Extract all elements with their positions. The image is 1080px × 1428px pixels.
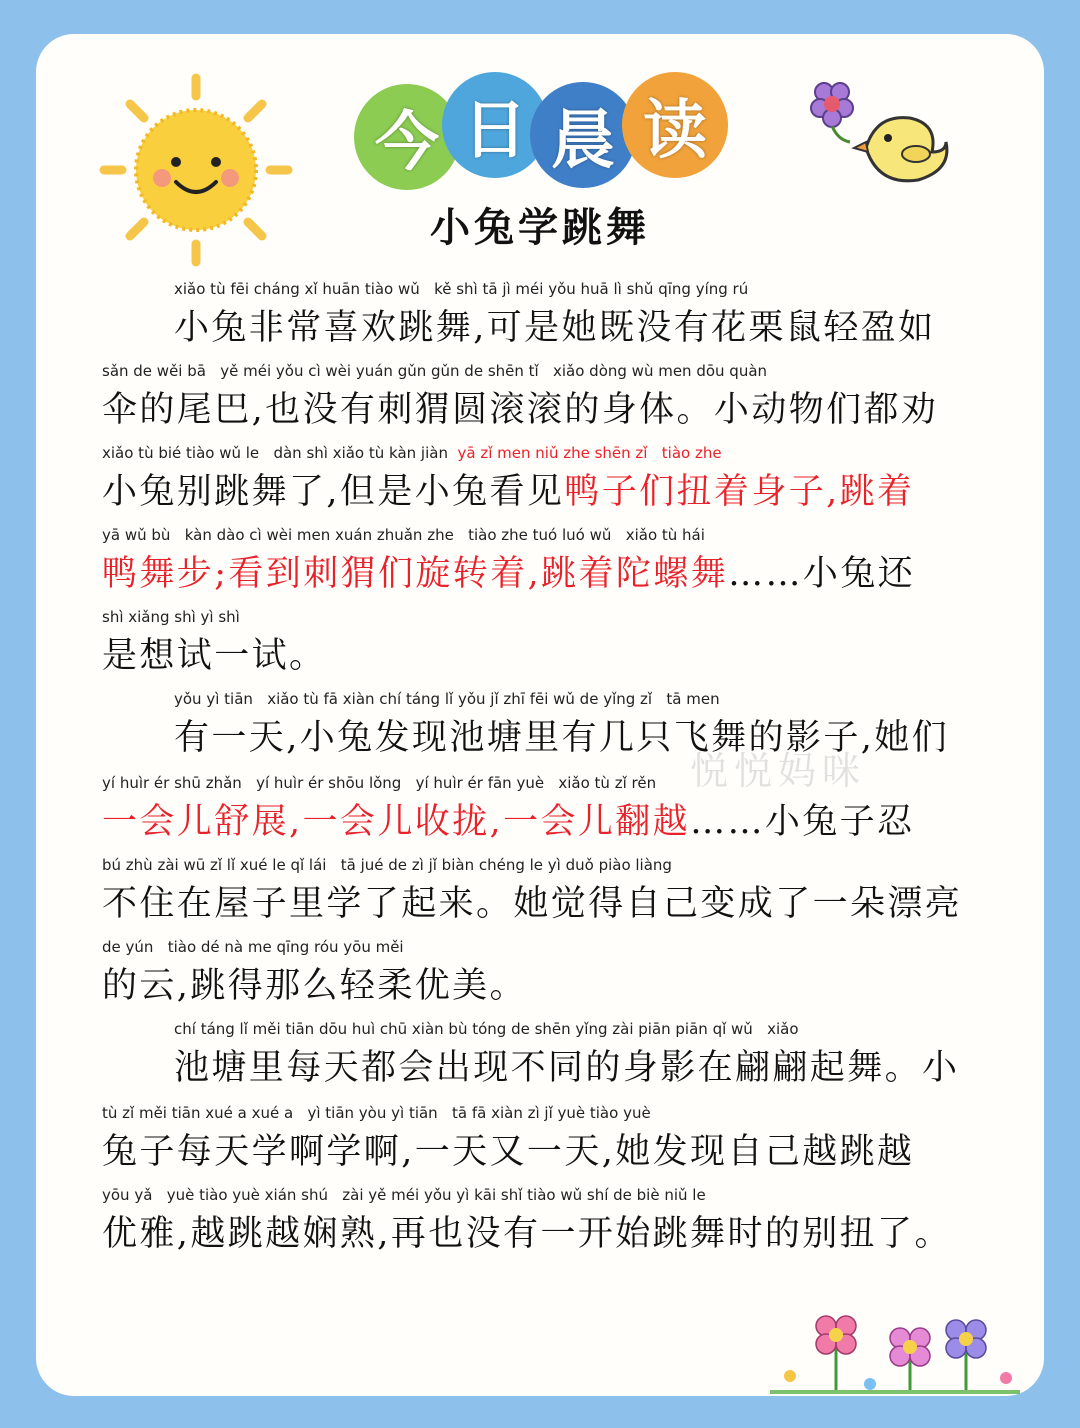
pinyin-line: yōu yǎ yuè tiào yuè xián shú zài yě méi yǒu yì kāi shǐ tiào wǔ shí de biè niǔ le: [102, 1186, 706, 1204]
pinyin-line: [102, 444, 722, 462]
hanzi-line: 小兔非常喜欢跳舞,可是她既没有花栗鼠轻盈如: [174, 308, 936, 348]
hanzi-segment: ……小兔子忍: [690, 802, 915, 842]
title-badge: 日: [442, 72, 548, 178]
pinyin-highlight: yā zǐ men niǔ zhe shēn zǐ tiào zhe: [457, 444, 722, 462]
hanzi-segment: 小兔别跳舞了,但是小兔看见: [102, 472, 565, 512]
pinyin-segment: xiǎo tù bié tiào wǔ le dàn shì xiǎo tù kàn jiàn: [102, 444, 448, 462]
hanzi-line: 是想试一试。: [102, 636, 327, 676]
bird-with-flower-icon: [806, 78, 956, 198]
hanzi-line: 池塘里每天都会出现不同的身影在翩翩起舞。小: [174, 1048, 960, 1088]
hanzi-line: 优雅,越跳越娴熟,再也没有一开始跳舞时的别扭了。: [102, 1214, 952, 1254]
title-badge: 晨: [530, 82, 636, 188]
pinyin-line: yā wǔ bù kàn dào cì wèi men xuán zhuǎn zhe tiào zhe tuó luó wǔ xiǎo tù hái: [102, 526, 705, 544]
pinyin-line: xiǎo tù fēi cháng xǐ huān tiào wǔ kě shì tā jì méi yǒu huā lì shǔ qīng yíng rú: [174, 280, 749, 298]
hanzi-line: [102, 464, 914, 514]
hanzi-line: 不住在屋子里学了起来。她觉得自己变成了一朵漂亮: [102, 884, 963, 924]
pinyin-line: yí huìr ér shū zhǎn yí huìr ér shōu lǒng yí huìr ér fān yuè xiǎo tù zǐ rěn: [102, 774, 657, 792]
pinyin-line: shì xiǎng shì yì shì: [102, 608, 240, 626]
hanzi-highlight: 一会儿舒展,一会儿收拢,一会儿翻越: [102, 802, 691, 842]
hanzi-line: 兔子每天学啊学啊,一天又一天,她发现自己越跳越: [102, 1132, 915, 1172]
hanzi-line: 的云,跳得那么轻柔优美。: [102, 966, 527, 1006]
pinyin-line: bú zhù zài wū zǐ lǐ xué le qǐ lái tā jué de zì jǐ biàn chéng le yì duǒ piào liàng: [102, 856, 672, 874]
pinyin-line: yǒu yì tiān xiǎo tù fā xiàn chí táng lǐ yǒu jǐ zhī fēi wǔ de yǐng zǐ tā men: [174, 690, 720, 708]
pinyin-line: tù zǐ měi tiān xué a xué a yì tiān yòu yì tiān tā fā xiàn zì jǐ yuè tiào yuè: [102, 1104, 651, 1122]
title-badges: [354, 72, 734, 192]
flowers-icon: [770, 1296, 1020, 1396]
hanzi-line: [102, 546, 915, 596]
hanzi-segment: ……小兔还: [728, 554, 916, 594]
watermark: 悦悦妈咪: [690, 749, 867, 793]
hanzi-line: [102, 794, 914, 844]
pinyin-line: chí táng lǐ měi tiān dōu huì chū xiàn bù tóng de shēn yǐng zài piān piān qǐ wǔ xiǎo: [174, 1020, 799, 1038]
pinyin-line: de yún tiào dé nà me qīng róu yōu měi: [102, 938, 404, 956]
pinyin-line: sǎn de wěi bā yě méi yǒu cì wèi yuán gǔn gǔn de shēn tǐ xiǎo dòng wù men dōu quàn: [102, 362, 768, 380]
title-badge: 读: [622, 72, 728, 178]
title-badge: 今: [354, 84, 460, 190]
hanzi-highlight: 鸭舞步;看到刺猬们旋转着,跳着陀螺舞: [102, 554, 729, 594]
hanzi-line: 伞的尾巴,也没有刺猬圆滚滚的身体。小动物们都劝: [102, 390, 939, 430]
hanzi-line: 有一天,小兔发现池塘里有几只飞舞的影子,她们: [174, 718, 950, 758]
story-title: 小兔学跳舞: [430, 204, 650, 251]
hanzi-highlight: 鸭子们扭着身子,跳着: [564, 472, 915, 512]
